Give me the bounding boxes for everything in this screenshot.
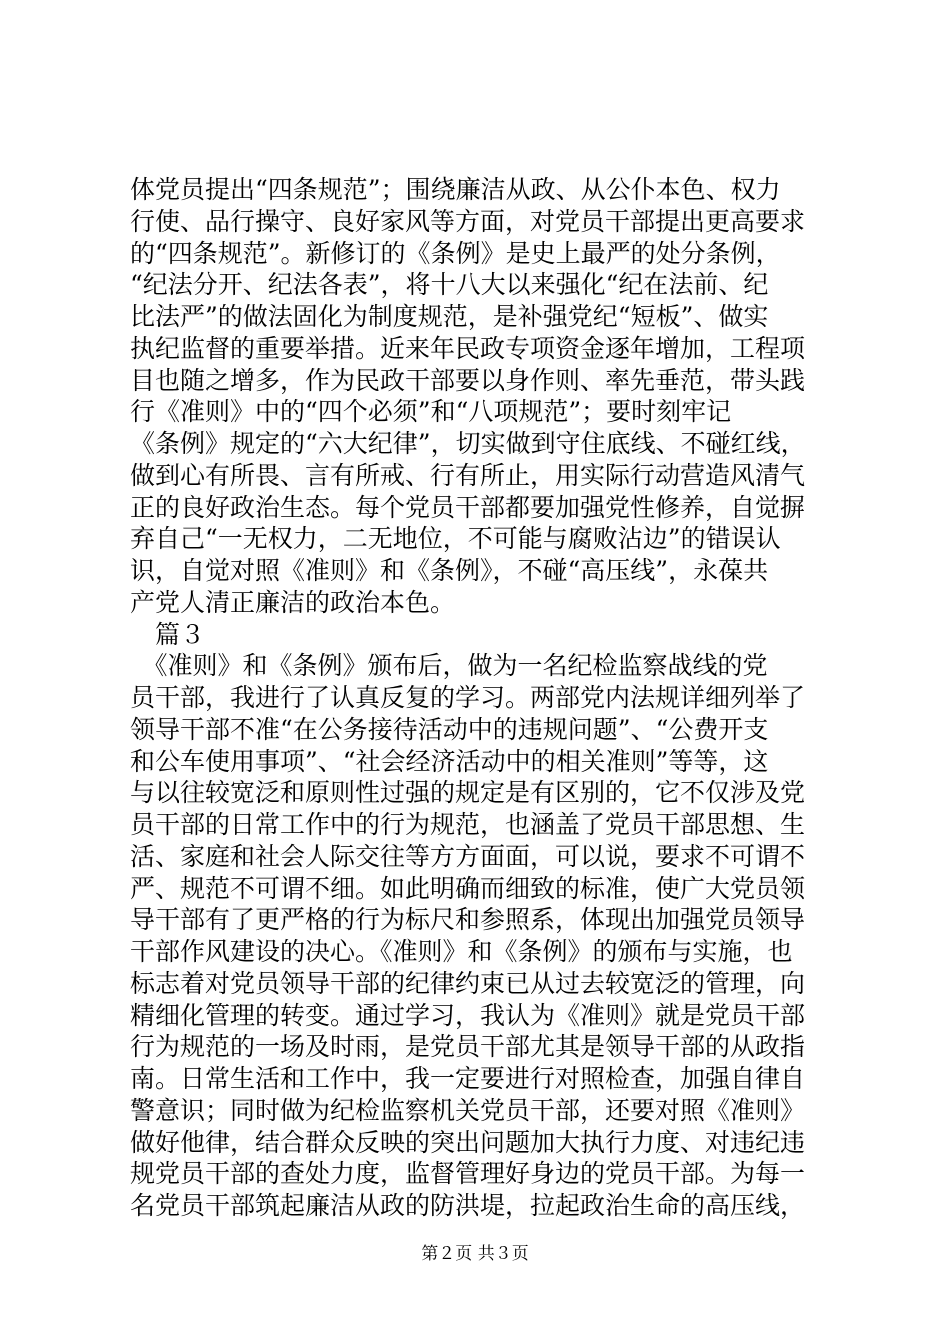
text-line: 领导干部不准“在公务接待活动中的违规问题”、“公费开支	[130, 714, 769, 744]
text-line: 体党员提出“四条规范”；围绕廉洁从政、从公仆本色、权力	[130, 175, 781, 204]
section-heading: 篇３	[130, 619, 206, 649]
page-footer	[0, 1242, 950, 1266]
text-line: 规党员干部的查处力度，监督管理好身边的党员干部。为每一	[130, 1159, 806, 1189]
text-line: 员干部，我进行了认真反复的学习。两部党内法规详细列举了	[130, 683, 806, 712]
text-line: 比法严”的做法固化为制度规范，是补强党纪“短板”、做实	[130, 302, 769, 331]
text-line: 南。日常生活和工作中，我一定要进行对照检查，加强自律自	[130, 1064, 806, 1093]
text-line: 导干部有了更严格的行为标尺和参照系，体现出加强党员领导	[130, 905, 806, 935]
text-line: 的“四条规范”。新修订的《条例》是史上最严的处分条例，	[130, 238, 781, 268]
text-line: 标志着对党员领导干部的纪律约束已从过去较宽泛的管理，向	[130, 968, 806, 998]
text-line: 行为规范的一场及时雨，是党员干部尤其是领导干部的从政指	[130, 1032, 806, 1062]
text-line: 目也随之增多，作为民政干部要以身作则、率先垂范，带头践	[130, 365, 806, 395]
text-line: 行使、品行操守、良好家风等方面，对党员干部提出更高要求	[130, 206, 806, 236]
text-line: 活、家庭和社会人际交往等方方面面，可以说，要求不可谓不	[130, 841, 806, 871]
text-line: 正的良好政治生态。每个党员干部都要加强党性修养，自觉摒	[130, 492, 806, 522]
text-line: 干部作风建设的决心。《准则》和《条例》的颁布与实施，也	[130, 937, 793, 966]
text-line: 执纪监督的重要举措。近来年民政专项资金逐年增加，工程项	[130, 333, 806, 363]
text-line: 与以往较宽泛和原则性过强的规定是有区别的，它不仅涉及党	[130, 778, 806, 808]
text-line: 识，自觉对照《准则》和《条例》，不碰“高压线”，永葆共	[130, 556, 769, 585]
text-line: 警意识；同时做为纪检监察机关党员干部，还要对照《准则》	[130, 1095, 806, 1125]
text-line: 行《准则》中的“四个必须”和“八项规范”；要时刻牢记	[130, 397, 732, 427]
text-line: 严、规范不可谓不细。如此明确而细致的标准，使广大党员领	[130, 873, 806, 903]
text-line: 做好他律，结合群众反映的突出问题加大执行力度、对违纪违	[130, 1127, 806, 1157]
text-line: 名党员干部筑起廉洁从政的防洪堤，拉起政治生命的高压线，	[130, 1191, 806, 1220]
text-line: 产党人清正廉洁的政治本色。	[130, 587, 456, 617]
text-line: 做到心有所畏、言有所戒、行有所止，用实际行动营造风清气	[130, 460, 806, 490]
text-line: 弃自己“一无权力，二无地位，不可能与腐败沾边”的错误认	[130, 524, 781, 554]
text-line: 和公车使用事项”、“社会经济活动中的相关准则”等等，这	[130, 746, 769, 776]
text-line: 员干部的日常工作中的行为规范，也涵盖了党员干部思想、生	[130, 810, 806, 839]
text-line: 精细化管理的转变。通过学习，我认为《准则》就是党员干部	[130, 1000, 806, 1030]
text-line: “纪法分开、纪法各表”，将十八大以来强化“纪在法前、纪	[130, 270, 769, 300]
document-body	[130, 174, 830, 1222]
page-number-label: 第２页 共３页	[421, 1244, 529, 1264]
text-line: 《准则》和《条例》颁布后，做为一名纪检监察战线的党	[130, 651, 768, 681]
text-line: 《条例》规定的“六大纪律”，切实做到守住底线、不碰红线，	[130, 429, 806, 458]
